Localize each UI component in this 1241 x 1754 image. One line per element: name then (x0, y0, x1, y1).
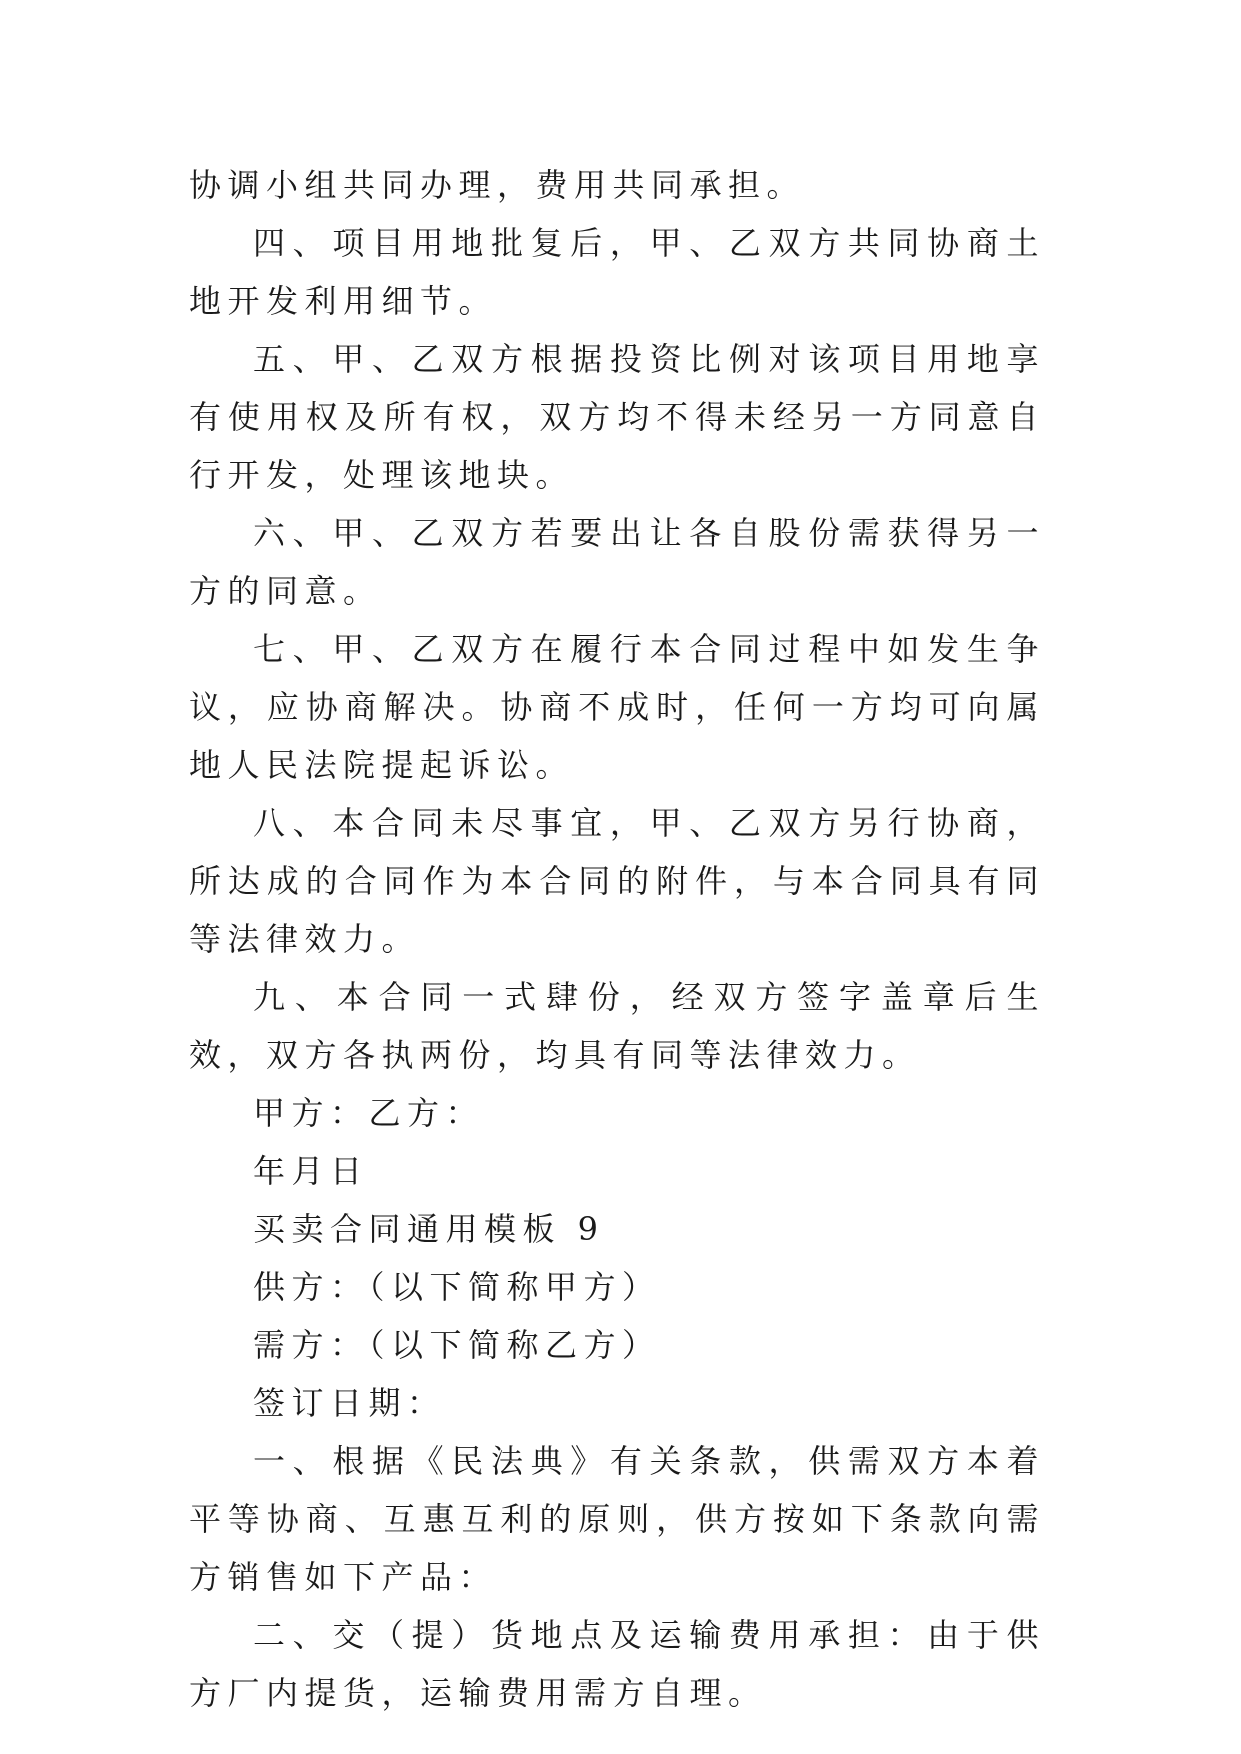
signature-parties-line: 甲方：乙方： (253, 1094, 485, 1132)
template-title: 买卖合同通用模板 9 (253, 1210, 605, 1248)
date-line: 年月日 (253, 1152, 369, 1190)
paragraph-clause-7: 七、甲、乙双方在履行本合同过程中如发生争议，应协商解决。协商不成时，任何一方均可向属地人民法院提起诉讼。 (189, 630, 1045, 784)
paragraph-clause-6: 六、甲、乙双方若要出让各自股份需获得另一方的同意。 (189, 514, 1045, 610)
paragraph-clause-2: 二、交（提）货地点及运输费用承担：由于供方厂内提货，运输费用需方自理。 (189, 1616, 1045, 1712)
paragraph-clause-5: 五、甲、乙双方根据投资比例对该项目用地享有使用权及所有权，双方均不得未经另一方同意自行开发，处理该地块。 (189, 340, 1045, 494)
paragraph-clause-4: 四、项目用地批复后，甲、乙双方共同协商土地开发利用细节。 (189, 224, 1045, 320)
paragraph-clause-1: 一、根据《民法典》有关条款，供需双方本着平等协商、互惠互利的原则，供方按如下条款向需方销售如下产品： (189, 1442, 1045, 1596)
supplier-line: 供方：（以下简称甲方） (253, 1268, 661, 1306)
paragraph-clause-8: 八、本合同未尽事宜，甲、乙双方另行协商，所达成的合同作为本合同的附件，与本合同具有同等法律效力。 (189, 804, 1045, 958)
paragraph-clause-9: 九、本合同一式肆份，经双方签字盖章后生效，双方各执两份，均具有同等法律效力。 (189, 978, 1045, 1074)
paragraph-1: 协调小组共同办理，费用共同承担。 (189, 166, 806, 204)
document-body (189, 156, 1045, 1722)
buyer-line: 需方：（以下简称乙方） (253, 1326, 661, 1364)
signing-date-line: 签订日期： (253, 1384, 446, 1422)
